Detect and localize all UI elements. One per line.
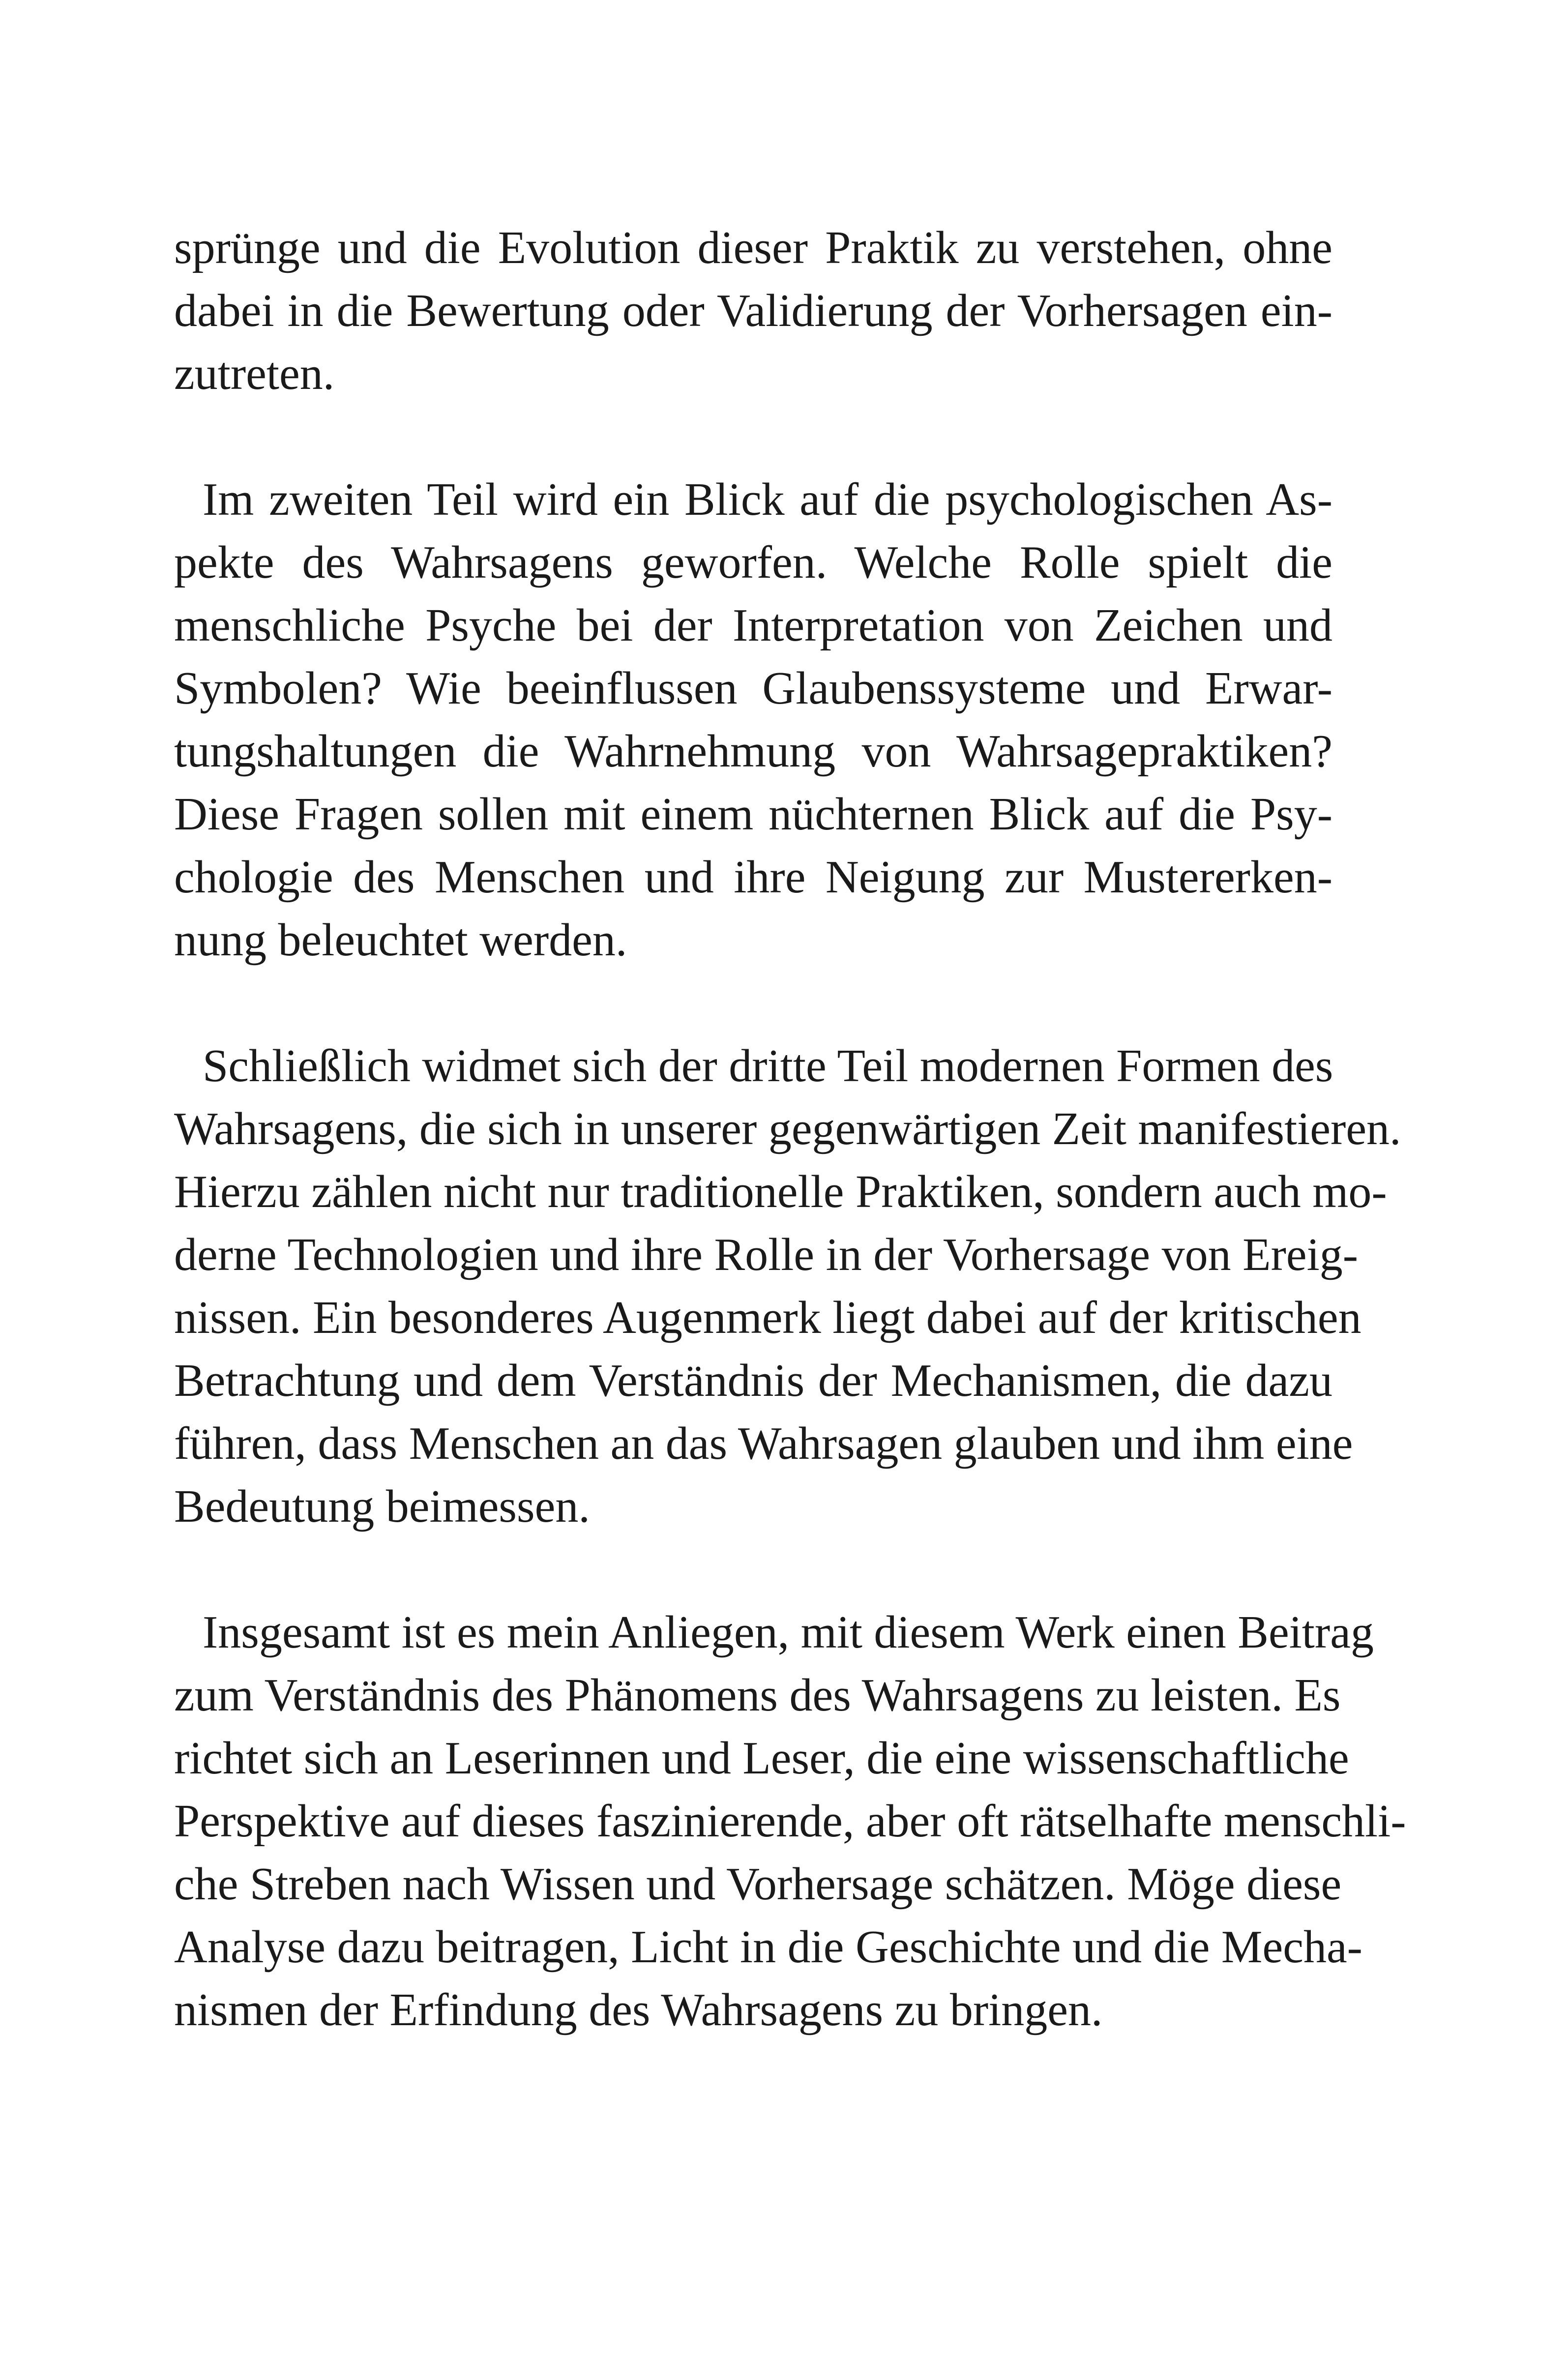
text-line: nissen. Ein besonderes Augenmerk liegt dabei auf der kritischen — [174, 1292, 1361, 1343]
text-line: zutreten. — [174, 348, 335, 399]
text-line: richtet sich an Leserinnen und Leser, die eine wissenschaftliche — [174, 1733, 1349, 1784]
text-line: zum Verständnis des Phänomens des Wahrsagens zu leisten. Es — [174, 1670, 1341, 1721]
text-line: menschliche Psyche bei der Interpretation von Zeichen und — [174, 600, 1332, 651]
paragraph-3 — [174, 1034, 1401, 1538]
text-line: che Streben nach Wissen und Vorhersage schätzen. Möge diese — [174, 1858, 1342, 1910]
text-line: chologie des Menschen und ihre Neigung zur Mustererken- — [174, 852, 1332, 903]
body-text — [174, 216, 1406, 2104]
text-line: Wahrsagens, die sich in unserer gegenwärtigen Zeit manifestieren. — [174, 1103, 1401, 1154]
text-line: Bedeutung beimessen. — [174, 1481, 590, 1532]
text-line: führen, dass Menschen an das Wahrsagen glauben und ihm eine — [174, 1418, 1353, 1469]
paragraph-4 — [174, 1601, 1406, 2041]
text-line: Im zweiten Teil wird ein Blick auf die psychologischen As- — [203, 474, 1332, 525]
text-line: derne Technologien und ihre Rolle in der Vorhersage von Ereig- — [174, 1229, 1359, 1280]
text-line: Symbolen? Wie beeinflussen Glaubenssysteme und Erwar- — [174, 663, 1332, 714]
text-line: Perspektive auf dieses faszinierende, aber oft rätselhafte menschli- — [174, 1796, 1406, 1847]
text-line: Insgesamt ist es mein Anliegen, mit diesem Werk einen Beitrag — [203, 1607, 1374, 1658]
text-line: nung beleuchtet werden. — [174, 914, 627, 966]
text-line: sprünge und die Evolution dieser Praktik zu verstehen, ohne — [174, 222, 1332, 273]
text-line: Schließlich widmet sich der dritte Teil modernen Formen des — [203, 1040, 1333, 1092]
text-line: tungshaltungen die Wahrnehmung von Wahrsagepraktiken? — [174, 726, 1332, 777]
text-line: nismen der Erfindung des Wahrsagens zu bringen. — [174, 1984, 1103, 2036]
paragraph-2 — [174, 468, 1332, 972]
text-line: Diese Fragen sollen mit einem nüchternen Blick auf die Psy- — [174, 789, 1332, 840]
text-line: pekte des Wahrsagens geworfen. Welche Rolle spielt die — [174, 537, 1332, 588]
text-line: dabei in die Bewertung oder Validierung der Vorhersagen ein- — [174, 285, 1332, 336]
paragraph-1 — [174, 216, 1332, 405]
text-line: Betrachtung und dem Verständnis der Mechanismen, die dazu — [174, 1355, 1332, 1406]
text-line: Analyse dazu beitragen, Licht in die Geschichte und die Mecha- — [174, 1921, 1362, 1973]
text-line: Hierzu zählen nicht nur traditionelle Praktiken, sondern auch mo- — [174, 1166, 1387, 1217]
